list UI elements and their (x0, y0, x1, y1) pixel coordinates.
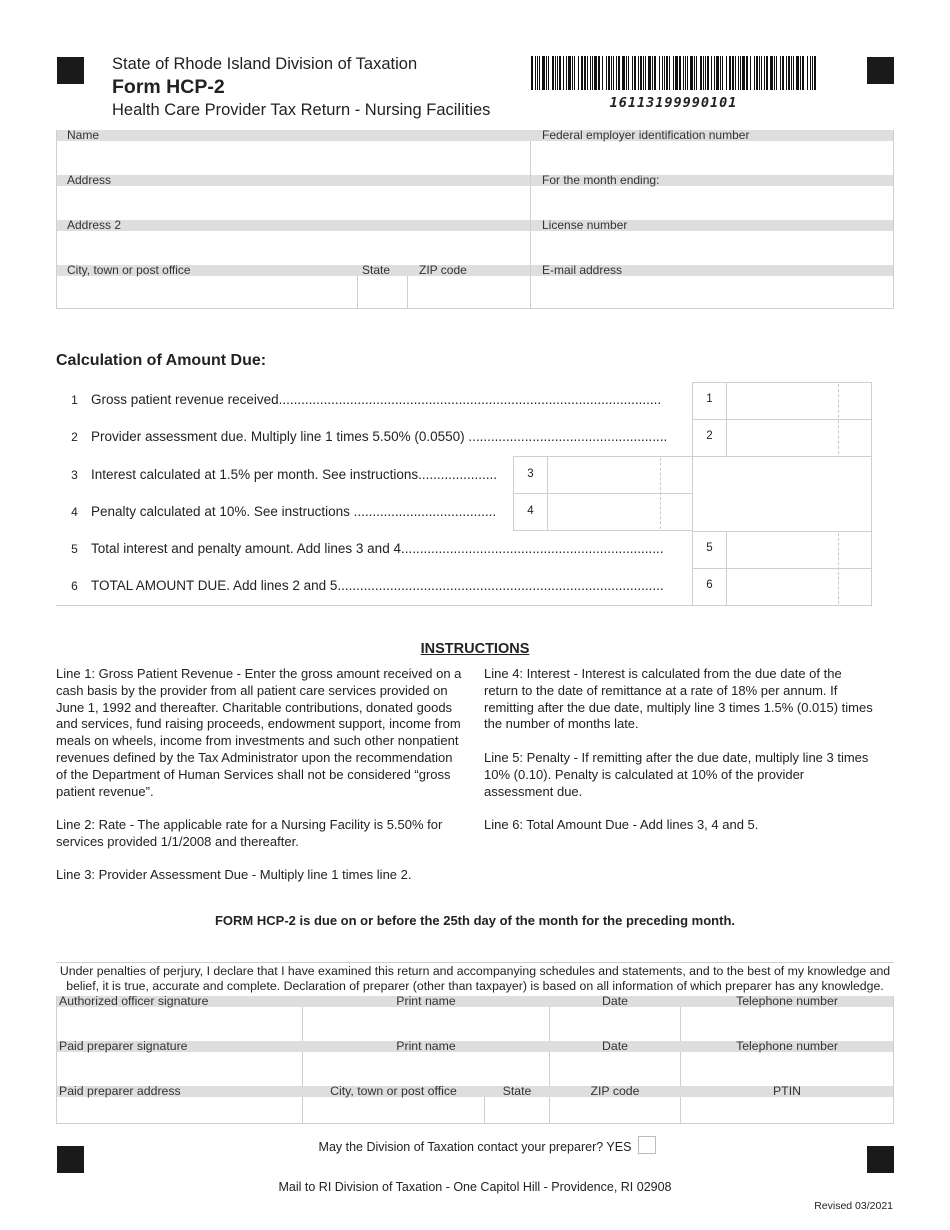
license-field[interactable] (531, 231, 893, 265)
email-label: E-mail address (542, 263, 623, 277)
instruction-line2: Line 2: Rate - The applicable rate for a Nursing Facility is 5.50% for services provided 1/1/2008 and thereafter. (56, 817, 443, 849)
box-number: 4 (527, 505, 534, 517)
instruction-line5: Line 5: Penalty - If remitting after the due date, multiply line 3 times 10% (0.10). Penalty is calculated at 10% of the provider assessment due. (484, 750, 869, 799)
preparer-city-label: City, town or post office (330, 1084, 457, 1098)
calculation-heading: Calculation of Amount Due: (56, 352, 267, 369)
contact-preparer-question: May the Division of Taxation contact your preparer? YES (318, 1140, 632, 1154)
zip-field[interactable] (408, 276, 530, 308)
box-number: 5 (706, 542, 713, 554)
officer-telephone-field[interactable] (681, 1007, 893, 1041)
barcode (531, 56, 816, 90)
telephone-label: Telephone number (736, 994, 838, 1008)
preparer-date-label: Date (602, 1039, 628, 1053)
perjury-statement: Under penalties of perjury, I declare that I have examined this return and accompanying schedules and statements, and to the best of my knowledge and belief, it is true, accurate and complete. Declaration of preparer (other than taxpayer) is based on all information of which preparer has any knowledge. (59, 964, 891, 993)
ptin-label: PTIN (772, 1084, 801, 1098)
box-number: 2 (706, 430, 713, 442)
address-label: Address (67, 173, 112, 187)
line4-amount-field[interactable] (548, 494, 692, 530)
name-field[interactable] (57, 141, 530, 175)
preparer-zip-label: ZIP code (590, 1084, 640, 1098)
calc-line-6: 6 TOTAL AMOUNT DUE. Add lines 2 and 5....................................................................................... (71, 578, 664, 593)
preparer-state-label: State (502, 1084, 532, 1098)
line5-amount-field[interactable] (727, 532, 871, 568)
calc-line-3: 3 Interest calculated at 1.5% per month. See instructions..................... (71, 467, 497, 482)
calc-line-2: 2 Provider assessment due. Multiply line 1 times 5.50% (0.0550) ..................................................... (71, 429, 668, 444)
preparer-print-name-label: Print name (396, 1039, 456, 1053)
preparer-telephone-label: Telephone number (736, 1039, 838, 1053)
fein-label: Federal employer identification number (542, 128, 750, 142)
mailing-address: Mail to RI Division of Taxation - One Capitol Hill - Providence, RI 02908 (278, 1180, 672, 1194)
barcode-number: 16113199990101 (609, 95, 738, 111)
address2-field[interactable] (57, 231, 530, 265)
ptin-field[interactable] (681, 1097, 893, 1123)
city-label: City, town or post office (67, 263, 191, 277)
license-label: License number (542, 218, 628, 232)
officer-signature-field[interactable] (57, 1007, 302, 1041)
city-field[interactable] (57, 276, 357, 308)
registration-mark (867, 57, 894, 84)
email-field[interactable] (531, 276, 893, 308)
address2-label: Address 2 (67, 218, 122, 232)
date-label: Date (602, 994, 628, 1008)
line3-amount-field[interactable] (548, 457, 692, 493)
preparer-city-field[interactable] (303, 1097, 484, 1123)
officer-signature-label: Authorized officer signature (59, 994, 209, 1008)
instruction-line3: Line 3: Provider Assessment Due - Multiply line 1 times line 2. (56, 867, 412, 882)
revision-date: Revised 03/2021 (814, 1200, 893, 1212)
registration-mark (57, 57, 84, 84)
instruction-line1: Line 1: Gross Patient Revenue - Enter the gross amount received on a cash basis by the provider from all patient care services provided on June 1, 1992 and thereafter. Charitable contributions, donated goods and services, fund raising proceeds, endowment support, income from meals on wheels, income from investments and such other nonpatient revenues defined by the Tax Administrator upon the recommendation of the Department of Human Services shall not be considered “gross patient revenue”. (56, 666, 462, 799)
line1-amount-field[interactable] (727, 383, 871, 419)
form-name: Form HCP-2 (112, 76, 225, 98)
contact-preparer-yes-checkbox[interactable] (638, 1136, 656, 1154)
preparer-signature-label: Paid preparer signature (59, 1039, 188, 1053)
state-field[interactable] (358, 276, 407, 308)
instruction-line4: Line 4: Interest - Interest is calculated from the due date of the return to the date of remittance at a rate of 18% per annum. If remitting after the due date, multiply line 3 times 1.5% (0.015) times the number of months late. (484, 666, 873, 732)
state-label: State (362, 263, 391, 277)
name-label: Name (67, 128, 100, 142)
month-ending-field[interactable] (531, 186, 893, 220)
agency-name: State of Rhode Island Division of Taxation (112, 55, 418, 73)
instructions-title: INSTRUCTIONS (420, 641, 530, 657)
preparer-telephone-field[interactable] (681, 1052, 893, 1086)
preparer-zip-field[interactable] (550, 1097, 680, 1123)
officer-date-field[interactable] (550, 1007, 680, 1041)
preparer-address-label: Paid preparer address (59, 1084, 181, 1098)
fein-field[interactable] (531, 141, 893, 175)
zip-label: ZIP code (419, 263, 467, 277)
due-date-notice: FORM HCP-2 is due on or before the 25th day of the month for the preceding month. (214, 913, 736, 928)
line6-amount-field[interactable] (727, 569, 871, 605)
preparer-print-name-field[interactable] (303, 1052, 549, 1086)
form-title: Health Care Provider Tax Return - Nursing Facilities (112, 101, 491, 119)
print-name-label: Print name (396, 994, 456, 1008)
officer-print-name-field[interactable] (303, 1007, 549, 1041)
preparer-date-field[interactable] (550, 1052, 680, 1086)
calc-line-5: 5 Total interest and penalty amount. Add lines 3 and 4...................................................................... (71, 541, 664, 556)
address-field[interactable] (57, 186, 530, 220)
instruction-line6: Line 6: Total Amount Due - Add lines 3, 4 and 5. (484, 817, 759, 832)
month-ending-label: For the month ending: (542, 173, 660, 187)
box-number: 6 (706, 579, 713, 591)
preparer-signature-field[interactable] (57, 1052, 302, 1086)
calc-line-4: 4 Penalty calculated at 10%. See instructions ...................................... (71, 504, 497, 519)
box-number: 3 (527, 468, 534, 480)
box-number: 1 (706, 393, 713, 405)
preparer-address-field[interactable] (57, 1097, 302, 1123)
calc-line-1: 1 Gross patient revenue received...................................................................................................... (71, 392, 662, 407)
preparer-state-field[interactable] (485, 1097, 549, 1123)
line2-amount-field[interactable] (727, 420, 871, 456)
